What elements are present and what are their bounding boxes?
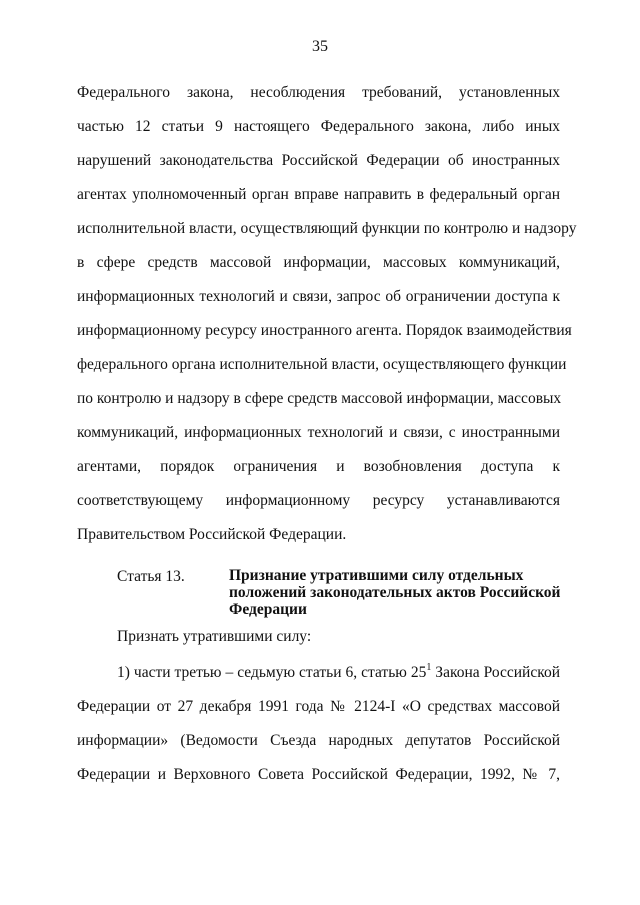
article-title-line: Федерации: [229, 601, 307, 618]
text-line: Федерации и Верховного Совета Российской Федерации, 1992, № 7,: [77, 766, 560, 783]
text-line: коммуникаций, информационных технологий и связи, с иностранными: [77, 424, 560, 441]
text-line: нарушений законодательства Российской Федерации об иностранных: [77, 152, 560, 169]
text-line: федерального органа исполнительной власти, осуществляющего функции: [77, 356, 567, 373]
text-line: Федерации от 27 декабря 1991 года № 2124-I «О средствах массовой: [77, 698, 560, 715]
superscript: 1: [426, 662, 432, 673]
text-line: частью 12 статьи 9 настоящего Федерального закона, либо иных: [77, 118, 560, 135]
text-line: по контролю и надзору в сфере средств массовой информации, массовых: [77, 390, 562, 407]
text-line: Федерального закона, несоблюдения требований, установленных: [77, 84, 560, 101]
text-line: Правительством Российской Федерации.: [77, 526, 347, 543]
text-line: в сфере средств массовой информации, массовых коммуникаций,: [77, 254, 560, 271]
paragraph-recognize: Признать утратившими силу:: [117, 628, 312, 645]
text-line: агентами, порядок ограничения и возобновления доступа к: [77, 458, 560, 475]
text-line: информационных технологий и связи, запрос об ограничении доступа к: [77, 288, 560, 305]
article-title: [229, 567, 569, 618]
article-label: Статья 13.: [117, 568, 185, 585]
text-fragment: Закона Российской: [431, 664, 560, 681]
text-line: [117, 663, 560, 683]
article-title-line: Признание утратившими силу отдельных: [229, 567, 524, 584]
text-line: агентах уполномоченный орган вправе направить в федеральный орган: [77, 186, 560, 203]
text-line: информационному ресурсу иностранного агента. Порядок взаимодействия: [77, 322, 572, 339]
text-fragment: 1) части третью – седьмую статьи 6, статью 25: [117, 664, 427, 681]
text-line: информации» (Ведомости Съезда народных депутатов Российской: [77, 732, 560, 749]
article-title-line: положений законодательных актов Российской: [229, 584, 561, 601]
page-number: 35: [312, 38, 328, 55]
text-line: соответствующему информационному ресурсу устанавливаются: [77, 492, 560, 509]
text-line: исполнительной власти, осуществляющий функции по контролю и надзору: [77, 220, 577, 237]
